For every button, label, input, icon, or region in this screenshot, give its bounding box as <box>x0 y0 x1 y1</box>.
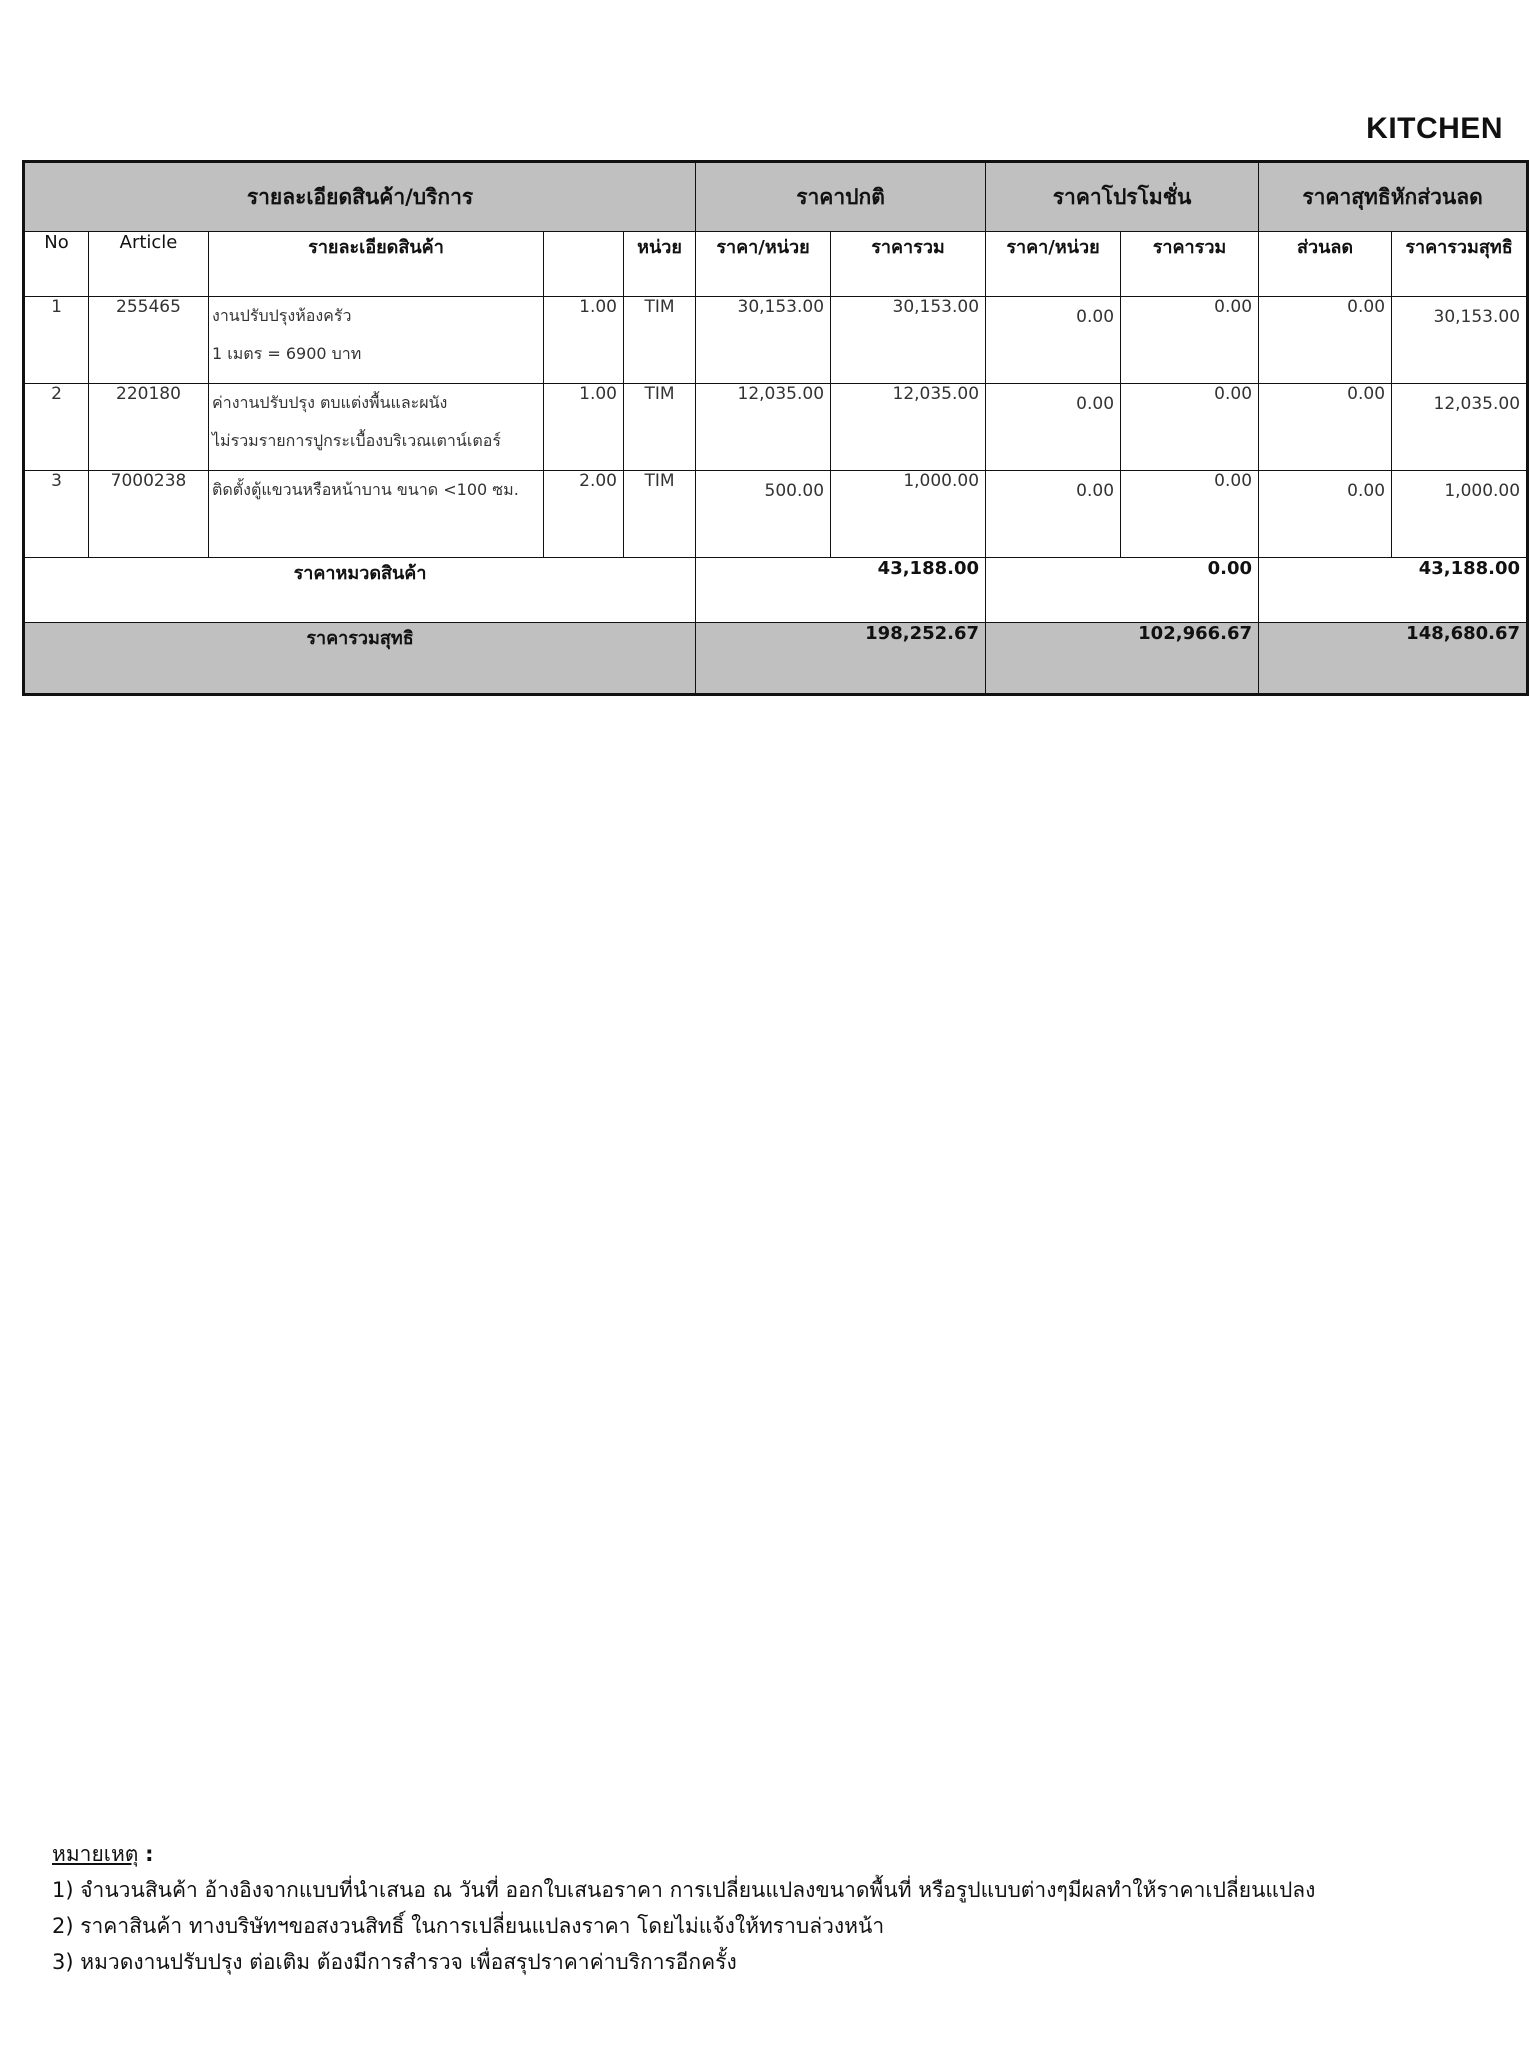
row-regular-unit-price: 500.00 <box>696 471 831 558</box>
notes-colon: : <box>145 1842 154 1866</box>
row-description-line1: ติดตั้งตู้แขวนหรือหน้าบาน ขนาด <100 ซม. <box>212 480 519 499</box>
group-header-net-price: ราคาสุทธิหักส่วนลด <box>1259 162 1528 232</box>
row-article: 255465 <box>89 297 209 384</box>
quotation-table <box>22 160 1529 696</box>
row-regular-total: 1,000.00 <box>831 471 986 558</box>
grand-total-regular: 198,252.67 <box>696 623 986 695</box>
row-promo-unit-price: 0.00 <box>986 471 1121 558</box>
row-net-total: 12,035.00 <box>1392 384 1528 471</box>
row-description <box>209 297 544 384</box>
row-no: 2 <box>24 384 89 471</box>
category-total-row <box>24 558 1528 623</box>
row-regular-unit-price: 30,153.00 <box>696 297 831 384</box>
category-total-net: 43,188.00 <box>1259 558 1528 623</box>
group-header-row <box>24 162 1528 232</box>
row-no: 1 <box>24 297 89 384</box>
row-promo-total: 0.00 <box>1121 384 1259 471</box>
grand-total-row <box>24 623 1528 695</box>
column-header-description: รายละเอียดสินค้า <box>209 232 544 297</box>
column-header-article: Article <box>89 232 209 297</box>
notes-title: หมายเหตุ <box>52 1842 139 1866</box>
notes-heading <box>52 1836 1512 1872</box>
row-regular-total: 30,153.00 <box>831 297 986 384</box>
notes-section <box>52 1836 1512 1980</box>
row-unit: TIM <box>624 384 696 471</box>
row-promo-unit-price: 0.00 <box>986 297 1121 384</box>
note-item: 3) หมวดงานปรับปรุง ต่อเติม ต้องมีการสำรวจ เพื่อสรุปราคาค่าบริการอีกครั้ง <box>52 1950 737 1974</box>
column-header-row <box>24 232 1528 297</box>
row-discount: 0.00 <box>1259 384 1392 471</box>
row-article: 7000238 <box>89 471 209 558</box>
row-qty: 1.00 <box>544 384 624 471</box>
row-article: 220180 <box>89 384 209 471</box>
group-header-promo-price: ราคาโปรโมชั่น <box>986 162 1259 232</box>
row-regular-unit-price: 12,035.00 <box>696 384 831 471</box>
category-total-label: ราคาหมวดสินค้า <box>24 558 696 623</box>
column-header-promo-total: ราคารวม <box>1121 232 1259 297</box>
document-title: KITCHEN <box>1366 112 1503 145</box>
column-header-net-total: ราคารวมสุทธิ <box>1392 232 1528 297</box>
column-header-discount: ส่วนลด <box>1259 232 1392 297</box>
row-description-line2: ไม่รวมรายการปูกระเบื้องบริเวณเตาน์เตอร์ <box>212 431 501 450</box>
row-promo-unit-price: 0.00 <box>986 384 1121 471</box>
column-header-regular-unit-price: ราคา/หน่วย <box>696 232 831 297</box>
row-qty: 2.00 <box>544 471 624 558</box>
row-qty: 1.00 <box>544 297 624 384</box>
grand-total-promo: 102,966.67 <box>986 623 1259 695</box>
row-unit: TIM <box>624 471 696 558</box>
row-regular-total: 12,035.00 <box>831 384 986 471</box>
grand-total-net: 148,680.67 <box>1259 623 1528 695</box>
column-header-promo-unit-price: ราคา/หน่วย <box>986 232 1121 297</box>
row-no: 3 <box>24 471 89 558</box>
row-description <box>209 471 544 558</box>
table-row <box>24 384 1528 471</box>
note-item: 1) จำนวนสินค้า อ้างอิงจากแบบที่นำเสนอ ณ วันที่ ออกใบเสนอราคา การเปลี่ยนแปลงขนาดพื้นที่ หรือรูปแบบต่างๆมีผลทำให้ราคาเปลี่ยนแปลง <box>52 1878 1316 1902</box>
category-total-regular: 43,188.00 <box>696 558 986 623</box>
group-header-regular-price: ราคาปกติ <box>696 162 986 232</box>
group-header-detail: รายละเอียดสินค้า/บริการ <box>24 162 696 232</box>
row-discount: 0.00 <box>1259 297 1392 384</box>
row-description <box>209 384 544 471</box>
table-row <box>24 297 1528 384</box>
column-header-unit: หน่วย <box>624 232 696 297</box>
column-header-no: No <box>24 232 89 297</box>
table-row <box>24 471 1528 558</box>
row-discount: 0.00 <box>1259 471 1392 558</box>
row-description-line2: 1 เมตร = 6900 บาท <box>212 344 362 363</box>
grand-total-label: ราคารวมสุทธิ <box>24 623 696 695</box>
row-unit: TIM <box>624 297 696 384</box>
row-description-line1: งานปรับปรุงห้องครัว <box>212 306 352 325</box>
row-description-line1: ค่างานปรับปรุง ตบแต่งพื้นและผนัง <box>212 393 448 412</box>
category-total-promo: 0.00 <box>986 558 1259 623</box>
row-net-total: 30,153.00 <box>1392 297 1528 384</box>
column-header-regular-total: ราคารวม <box>831 232 986 297</box>
column-header-qty <box>544 232 624 297</box>
row-promo-total: 0.00 <box>1121 297 1259 384</box>
row-net-total: 1,000.00 <box>1392 471 1528 558</box>
row-promo-total: 0.00 <box>1121 471 1259 558</box>
note-item: 2) ราคาสินค้า ทางบริษัทฯขอสงวนสิทธิ์ ในการเปลี่ยนแปลงราคา โดยไม่แจ้งให้ทราบล่วงหน้า <box>52 1914 885 1938</box>
